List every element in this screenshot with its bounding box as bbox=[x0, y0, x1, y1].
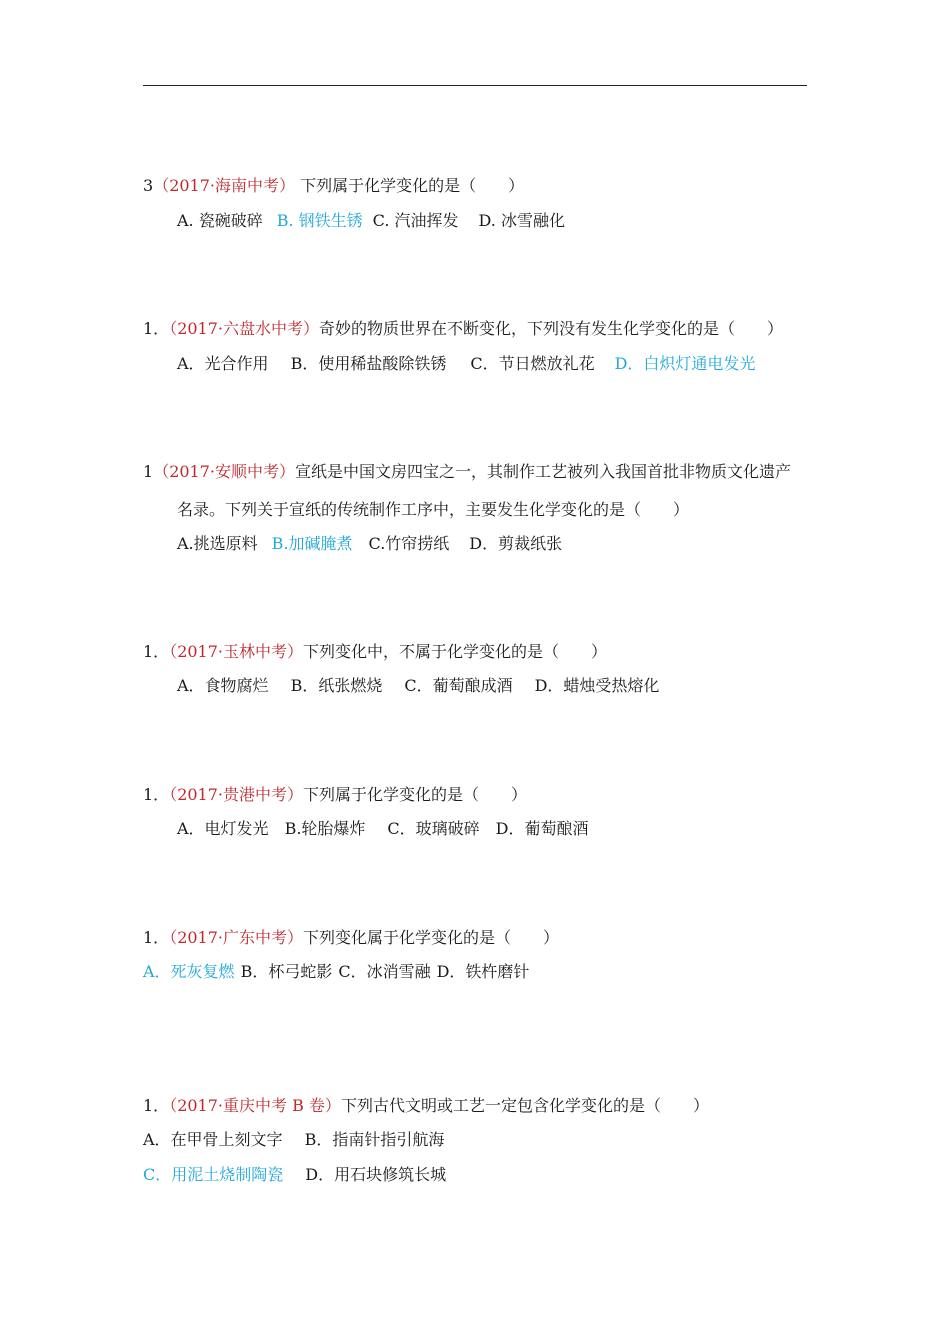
option-a: A．死灰复燃 bbox=[143, 962, 235, 981]
question-source: （2017·玉林中考） bbox=[169, 642, 303, 661]
question-stem: 下列变化中，不属于化学变化的是（ ） bbox=[303, 642, 608, 661]
option-a: A．在甲骨上刻文字 bbox=[143, 1130, 283, 1149]
question-number: 1． bbox=[143, 319, 170, 338]
question-stem: 宣纸是中国文房四宝之一，其制作工艺被列入我国首批非物质文化遗产 bbox=[295, 462, 792, 481]
question-number: 1 bbox=[143, 462, 154, 481]
option-d: D．白炽灯通电发光 bbox=[614, 354, 756, 373]
option-b: B．杯弓蛇影 bbox=[240, 962, 333, 981]
option-a: A．光合作用 bbox=[177, 354, 269, 373]
option-d: D．蜡烛受热熔化 bbox=[534, 676, 660, 695]
option-c: C.竹帘捞纸 bbox=[368, 534, 450, 553]
option-d: D．铁杵磨针 bbox=[436, 962, 530, 981]
header-rule bbox=[143, 85, 807, 86]
option-d: D．剪裁纸张 bbox=[469, 534, 563, 553]
option-a: A．食物腐烂 bbox=[177, 676, 269, 695]
option-b: B．指南针指引航海 bbox=[304, 1130, 445, 1149]
option-c: C．节日燃放礼花 bbox=[470, 354, 595, 373]
option-d: D．葡萄酿酒 bbox=[495, 819, 589, 838]
question-source: （2017·重庆中考 B 卷） bbox=[169, 1096, 341, 1115]
question-stem: 奇妙的物质世界在不断变化，下列没有发生化学变化的是（ ） bbox=[319, 319, 784, 338]
option-a: A．电灯发光 bbox=[177, 819, 269, 838]
option-b: B.轮胎爆炸 bbox=[284, 819, 366, 838]
option-b: B.加碱腌煮 bbox=[271, 534, 353, 553]
question-number: 1． bbox=[143, 642, 170, 661]
option-c: C．冰消雪融 bbox=[338, 962, 431, 981]
question-stem: 下列属于化学变化的是（ ） bbox=[295, 176, 525, 195]
question-source: （2017·六盘水中考） bbox=[169, 319, 319, 338]
option-a: A. 瓷碗破碎 bbox=[177, 211, 263, 230]
question-source: （2017·安顺中考） bbox=[153, 462, 295, 481]
question-number: 3 bbox=[143, 176, 154, 195]
question-stem-continued: 名录。下列关于宣纸的传统制作工序中，主要发生化学变化的是（ ） bbox=[177, 500, 690, 519]
question-source: （2017·海南中考） bbox=[153, 176, 295, 195]
question-number: 1． bbox=[143, 785, 170, 804]
option-d: D．用石块修筑长城 bbox=[305, 1165, 447, 1184]
question-stem: 下列古代文明或工艺一定包含化学变化的是（ ） bbox=[340, 1096, 709, 1115]
option-c: C．玻璃破碎 bbox=[387, 819, 480, 838]
option-c: C．用泥土烧制陶瓷 bbox=[143, 1165, 284, 1184]
question-stem: 下列属于化学变化的是（ ） bbox=[303, 785, 528, 804]
option-a: A.挑选原料 bbox=[177, 534, 258, 553]
option-b: B．纸张燃烧 bbox=[290, 676, 383, 695]
question-source: （2017·贵港中考） bbox=[169, 785, 303, 804]
option-d: D. 冰雪融化 bbox=[478, 211, 565, 230]
question-number: 1． bbox=[143, 928, 170, 947]
question-stem: 下列变化属于化学变化的是（ ） bbox=[303, 928, 560, 947]
option-c: C. 汽油挥发 bbox=[372, 211, 459, 230]
question-number: 1． bbox=[143, 1096, 170, 1115]
option-b: B. 钢铁生锈 bbox=[276, 211, 363, 230]
option-c: C．葡萄酿成酒 bbox=[404, 676, 513, 695]
question-source: （2017·广东中考） bbox=[169, 928, 303, 947]
option-b: B．使用稀盐酸除铁锈 bbox=[290, 354, 447, 373]
